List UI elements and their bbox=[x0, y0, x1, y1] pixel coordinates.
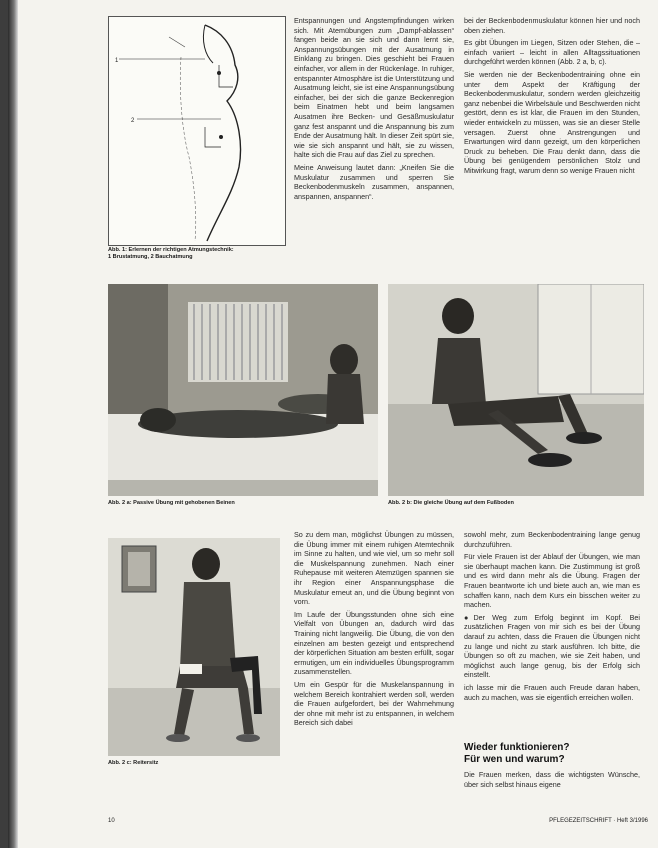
paragraph: Im Laufe der Übungsstunden ohne sich eine Vielfalt von Übungen an, dadurch wird das Training nicht langweilig. Die Übung, die von den einzelnen am besten gezeigt und entsprechend der körperlichen Situation am besten erfüllt, sogar ermutigen, um ein individuelles Übungsprogramm zusammenstellen. bbox=[294, 609, 454, 677]
paragraph: Um ein Gespür für die Muskelanspannung in welchem Bereich kontrahiert werden soll, werden die Frauen aufgefordert, bei der Wahrnehmung der ohne mit mehr ist zu entspannen, in welchem Bereich sich dabei bbox=[294, 679, 454, 728]
svg-text:1: 1 bbox=[115, 58, 119, 64]
paragraph: bei der Beckenbodenmuskulatur können hier und noch oben ziehen. bbox=[464, 16, 640, 35]
svg-text:2: 2 bbox=[131, 118, 135, 124]
section-heading-line-1: Wieder funktionieren? bbox=[464, 742, 570, 753]
paragraph: Entspannungen und Angstempfindungen wirken sich. Mit Atemübungen zum „Dampf-ablassen“ fangen beide an sie sich und dann lernt sie, Anspannungsübungen mit der Ausatmung in Einklang zu bringen. Dies geschieht bei Frauen einfacher, vor allem in der Rückenlage. In ruhiger, entspannter Atmosphäre ist die Unterstützung und Ausatmung leicht, sie ist eine Anspannungsübung einfacher, bei der sich die ganze Beckenregion beim Einatmen hebt und beim langsamen Ausatmen ihre Becken- und Gesäßmuskulatur ganz fest anspannt und die Anspannung bis zum Ende der Ausatmung hält. In dieser Zeit spürt sie, wie sie sich anspannt und hält, sie zu wissen, halte sich die Frau auf das Ziel zu sprechen. bbox=[294, 16, 454, 160]
paragraph: sowohl mehr, zum Beckenbodentraining lange genug durchzuführen. bbox=[464, 530, 640, 549]
figure-1-caption-line-2: 1 Brustatmung, 2 Bauchatmung bbox=[108, 254, 193, 260]
figure-1-caption-line-1: Abb. 1: Erlernen der richtigen Atmungstechnik: bbox=[108, 247, 234, 253]
text-column-right-top bbox=[464, 16, 640, 270]
figure-1-caption bbox=[108, 247, 308, 261]
magazine-page bbox=[8, 0, 658, 848]
photo-2c bbox=[108, 538, 280, 756]
paragraph: Es gibt Übungen im Liegen, Sitzen oder Stehen, die – einfach variiert – leicht in allen Alltagssituationen durchgeführt werden können (Abb. 2 a, b, c). bbox=[464, 38, 640, 67]
paragraph: Sie werden nie der Beckenbodentraining ohne ein unter dem Aspekt der Kräftigung der Beckenbodenmuskulatur, sondern werden gleichzeitig ganz nebenbei die Wirbelsäule und Beschwerden nicht gestört, denn es ist klar, die Frauen im den Stunden, wieder entwickeln zu müssen, was sie an dieser Stelle versagen. Zuerst ohne Anstrengungen und Erwartungen wird dann gezeigt, um den körperlichen Druck zu beheben. Die Frau denkt dann, dass die Übung bei genügendem persönlichen Stolz und Mitwirkung fragt, warum denn so wenige Frauen nicht bbox=[464, 69, 640, 175]
book-spine bbox=[8, 0, 18, 848]
text-column-middle-bottom bbox=[294, 530, 454, 800]
section-heading bbox=[464, 742, 644, 766]
figure-1-diagram bbox=[108, 16, 286, 246]
bullet-paragraph: ● Der Weg zum Erfolg beginnt im Kopf. Bei zusätzlichen Fragen von mir sich es bei der Übung darauf zu achten, dass die Frauen die Übungen nicht zu lange und nicht zu stark ausführen. Ich bitte, die Übungen so oft zu machen, wie sie Zeit haben, und möglichst auch lange genug, bis der Erfolg sich einstellt. bbox=[464, 613, 640, 680]
breathing-diagram bbox=[109, 17, 285, 245]
paragraph: Für viele Frauen ist der Ablauf der Übungen, wie man sie überhaupt machen kann. Die Zustimmung ist groß und es wird dann mehr als die Übung. Fragen der Frauen beantworte ich und biete auch an, wie man es schaffen kann, nach dem Kurs ein bisschen weiter zu machen. bbox=[464, 552, 640, 610]
photo-2c-caption: Abb. 2 c: Reitersitz bbox=[108, 760, 159, 766]
photo-2b-image bbox=[388, 284, 644, 496]
paragraph: So zu dem man, möglichst Übungen zu müssen, die Übung immer mit einem ruhigen Atemtechnik im Sinne zu halten, und wie viel, um so mehr soll die Muskelspannung zunehmen. Nach einer Ruhepause mit weiteren Atemzügen spannen sie ihr Region einer Anspannungsphase die Muskulatur erneut an, und die Übung beginnt von vorn. bbox=[294, 530, 454, 607]
section-heading-line-2: Für wen und warum? bbox=[464, 754, 565, 765]
text-column-right-end: Die Frauen merken, dass die wichtigsten Wünsche, über sich selbst hinaus eigene bbox=[464, 770, 640, 789]
photo-2c-image bbox=[108, 538, 280, 756]
paragraph: ich lasse mir die Frauen auch Freude daran haben, auch zu machen, was sie eigentlich erreichen wollen. bbox=[464, 682, 640, 702]
text-column-middle-top bbox=[294, 16, 454, 270]
photo-2b-caption: Abb. 2 b: Die gleiche Übung auf dem Fußboden bbox=[388, 500, 514, 506]
text-column-right-bottom bbox=[464, 530, 640, 730]
photo-2a-image bbox=[108, 284, 378, 496]
photo-2b bbox=[388, 284, 644, 496]
paragraph: Meine Anweisung lautet dann: „Kneifen Sie die Muskulatur zusammen und sperren Sie Beckenbodenmuskeln zusammen, anspannen, anspannen, anspannen“. bbox=[294, 162, 454, 201]
photo-2a bbox=[108, 284, 378, 496]
footer-publication: PFLEGEZEITSCHRIFT · Heft 3/1996 bbox=[549, 818, 648, 824]
photo-2a-caption: Abb. 2 a: Passive Übung mit gehobenen Beinen bbox=[108, 500, 235, 506]
page-number: 10 bbox=[108, 818, 115, 824]
